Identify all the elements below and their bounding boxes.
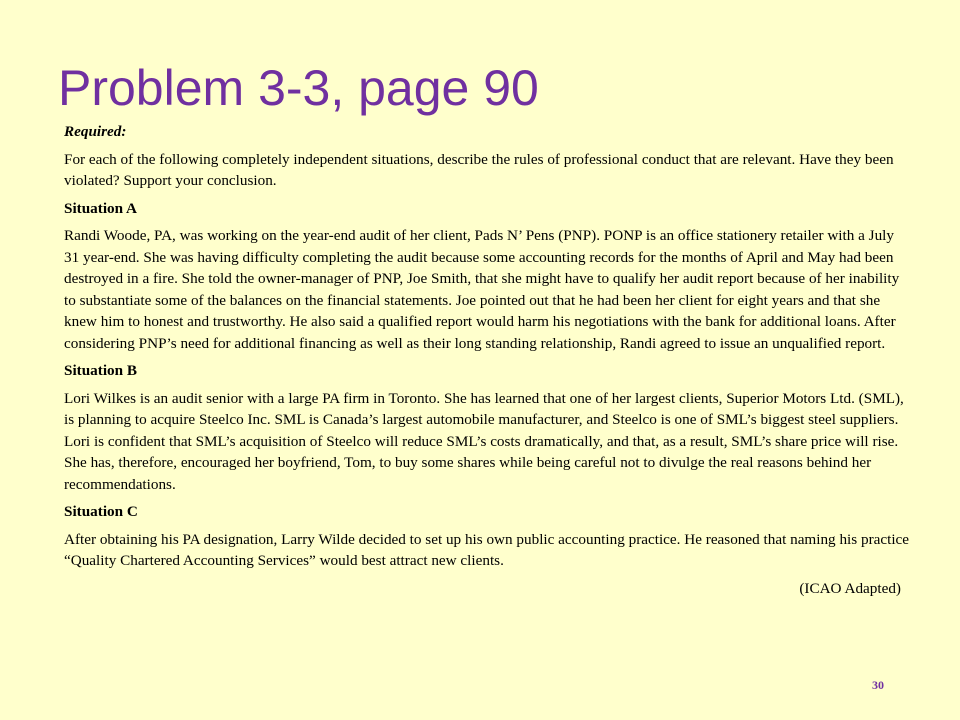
slide-title: Problem 3-3, page 90 xyxy=(58,60,539,116)
intro-paragraph: For each of the following completely independent situations, describe the rules of professional conduct that are relevant. Have they been violated? Support your conclusion. xyxy=(64,150,894,189)
situation-a-text: Randi Woode, PA, was working on the year-end audit of her client, Pads N’ Pens (PNP). PONP is an office stationery retailer with a July 31 year-end. She was having difficulty completing the audit because some accounting records for the months of April and May had been destroyed in a fire. She told the owner-manager of PNP, Joe Smith, that she might have to qualify her audit report because of her inability to substantiate some of the balances on the financial statements. Joe pointed out that he had been her client for eight years and that she knew him to honest and trustworthy. He also said a qualified report would harm his negotiations with the bank for additional loans. After considering PNP’s need for additional financing as well as their long standing relationship, Randi agreed to issue an unqualified report. xyxy=(64,227,900,352)
situation-a-heading: Situation A xyxy=(64,199,138,217)
situation-b-heading: Situation B xyxy=(64,362,138,379)
situation-c-heading: Situation C xyxy=(64,503,138,520)
source-credit: (ICAO Adapted) xyxy=(799,579,901,597)
situation-c-text: After obtaining his PA designation, Larry Wilde decided to set up his own public accounting practice. He reasoned that naming his practice “Quality Chartered Accounting Services” would best attract new clients. xyxy=(64,530,910,569)
page-number: 30 xyxy=(872,678,884,692)
situation-b-text: Lori Wilkes is an audit senior with a large PA firm in Toronto. She has learned that one of her largest clients, Superior Motors Ltd. (SML), is planning to acquire Steelco Inc. SML is Canada’s largest automobile manufacturer, and Steelco is one of SML’s biggest steel suppliers. Lori is confident that SML’s acquisition of Steelco will reduce SML’s costs dramatically, and that, as a result, SML’s share price will rise. She has, therefore, encouraged her boyfriend, Tom, to buy some shares while being careful not to divulge the real reasons behind her recommendations. xyxy=(64,389,904,493)
required-label: Required: xyxy=(64,123,127,140)
slide-body xyxy=(64,121,910,605)
